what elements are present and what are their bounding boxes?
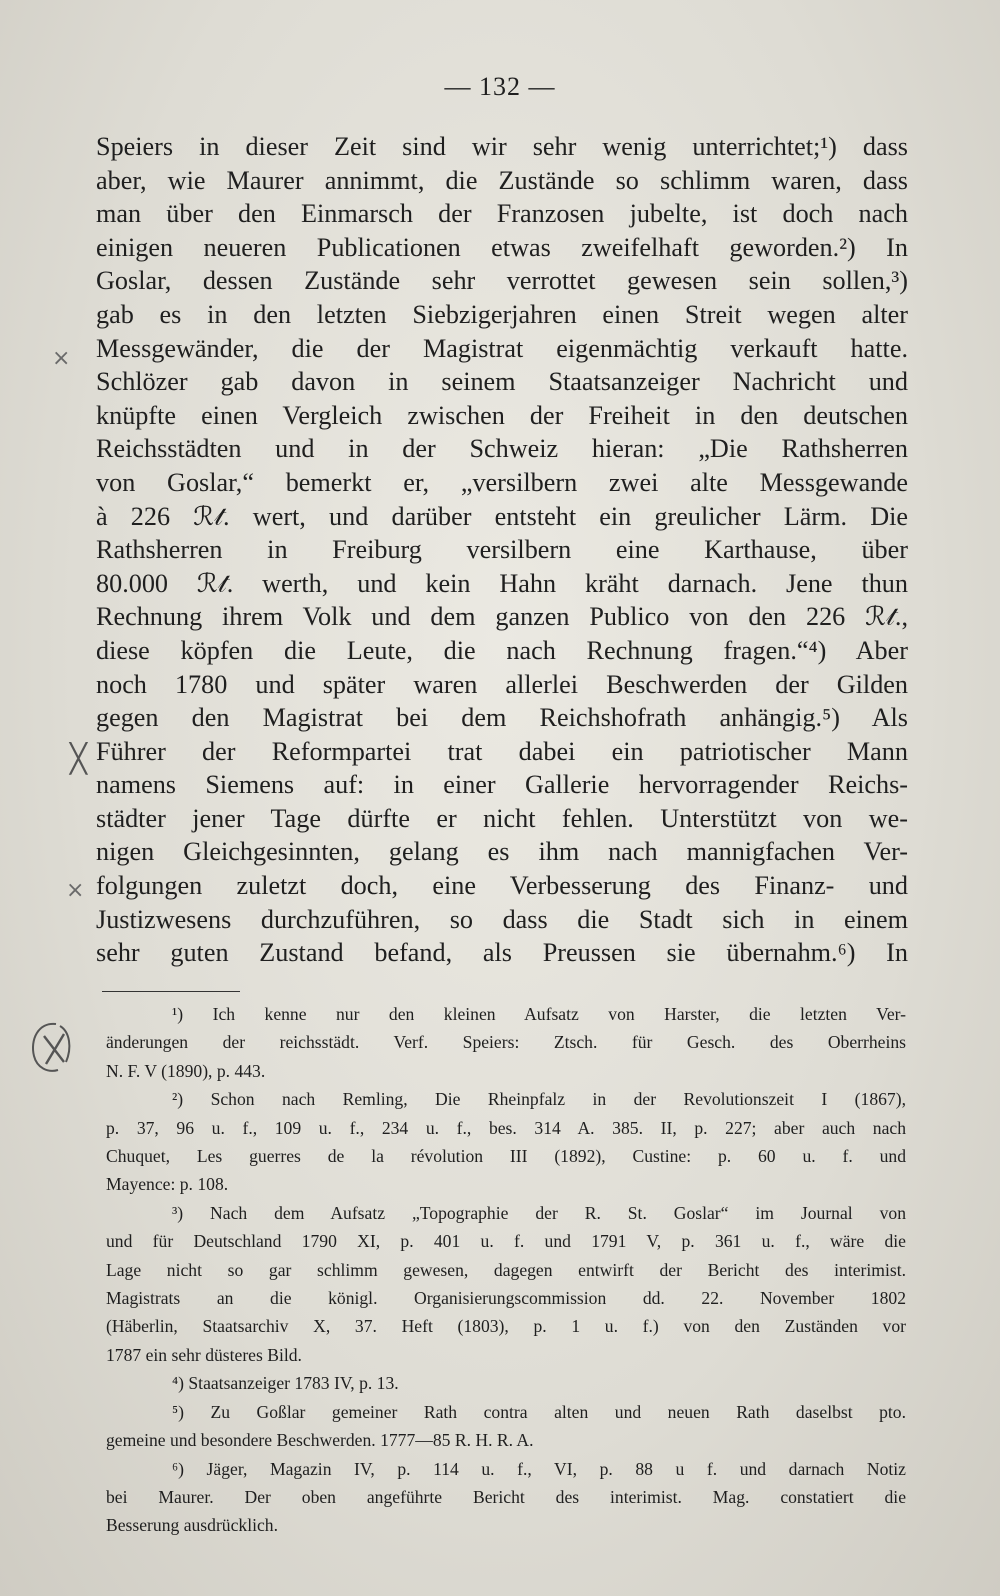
text-line: Messgewänder, die der Magistrat eigenmächtig verkauft hatte. [96,333,908,363]
footnote-line: Chuquet, Les guerres de la révolution III (1892), Custine: p. 60 u. f. und [106,1146,906,1167]
footnote-line: Magistrats an die königl. Organisierungscommission dd. 22. November 1802 [106,1288,906,1309]
footnote-line: und für Deutschland 1790 XI, p. 401 u. f. und 1791 V, p. 361 u. f., wäre die [106,1231,906,1252]
footnotes [106,1000,906,1540]
margin-cross-mark: × [66,878,85,903]
text-line: städter jener Tage dürfte er nicht fehlen. Unterstützt von we- [96,803,908,833]
text-line: folgungen zuletzt doch, eine Verbesserung des Finanz- und [96,871,908,901]
footnote-line: N. F. V (1890), p. 443. [106,1060,266,1081]
text-line: diese köpfen die Leute, die nach Rechnung fragen.“⁴) Aber [96,635,908,665]
text-line: gegen den Magistrat bei dem Reichshofrath anhängig.⁵) Als [96,703,908,733]
footnote-line: ⁶) Jäger, Magazin IV, p. 114 u. f., VI, p. 88 u f. und darnach Notiz [172,1458,906,1479]
footnote-line: 1787 ein sehr düsteres Bild. [106,1344,302,1365]
text-line: à 226 ℛ𝓉. wert, und darüber entsteht ein greulicher Lärm. Die [96,501,908,531]
margin-cross-mark: × [52,346,71,371]
text-line: von Goslar,“ bemerkt er, „versilbern zwei alte Messgewande [96,467,908,497]
text-line: Schlözer gab davon in seinem Staatsanzeiger Nachricht und [96,367,908,397]
footnote-line: Mayence: p. 108. [106,1174,229,1195]
text-line: Goslar, dessen Zustände sehr verrottet gewesen sein sollen,³) [96,266,908,296]
footnote-line: ⁵) Zu Goßlar gemeiner Rath contra alten und neuen Rath daselbst pto. [172,1401,906,1422]
margin-cross-mark: ╳ [70,742,87,775]
text-line: Justizwesens durchzuführen, so dass die Stadt sich in einem [96,904,908,934]
text-line: gab es in den letzten Siebzigerjahren einen Streit wegen alter [96,299,908,329]
text-line: noch 1780 und später waren allerlei Beschwerden der Gilden [96,669,908,699]
footnote-line: gemeine und besondere Beschwerden. 1777—85 R. H. R. A. [106,1430,534,1451]
text-line: Reichsstädten und in der Schweiz hieran: „Die Rathsherren [96,434,908,464]
footnote-line: bei Maurer. Der oben angeführte Bericht des interimist. Mag. constatiert die [106,1486,906,1507]
footnote-line: ³) Nach dem Aufsatz „Topographie der R. St. Goslar“ im Journal von [172,1202,906,1223]
footnote-line: änderungen der reichsstädt. Verf. Speiers: Ztsch. für Gesch. des Oberrheins [106,1032,906,1053]
text-line: aber, wie Maurer annimmt, die Zustände so schlimm waren, dass [96,165,908,195]
footnote-line: p. 37, 96 u. f., 109 u. f., 234 u. f., bes. 314 A. 385. II, p. 227; aber auch nach [106,1117,906,1138]
text-line: sehr guten Zustand befand, als Preussen sie übernahm.⁶) In [96,938,908,968]
text-line: namens Siemens auf: in einer Gallerie hervorragender Reichs- [96,770,908,800]
text-line: Speiers in dieser Zeit sind wir sehr wenig unterrichtet;¹) dass [96,132,908,161]
page-number: — 132 — [444,72,556,101]
main-text [96,130,908,970]
text-line: Rechnung ihrem Volk und dem ganzen Publico von den 226 ℛ𝓉., [96,602,908,632]
footnote-line: (Häberlin, Staatsarchiv X, 37. Heft (1803), p. 1 u. f.) von den Zuständen vor [106,1316,906,1337]
text-line: knüpfte einen Vergleich zwischen der Freiheit in den deutschen [96,400,908,430]
footnote-line: Lage nicht so gar schlimm gewesen, dagegen entwirft der Bericht des interimist. [106,1259,906,1280]
text-line: Führer der Reformpartei trat dabei ein patriotischer Mann [96,736,908,766]
footnote-line: ¹) Ich kenne nur den kleinen Aufsatz von Harster, die letzten Ver- [172,1004,906,1024]
text-line: Rathsherren in Freiburg versilbern eine Karthause, über [96,535,908,565]
text-line: man über den Einmarsch der Franzosen jubelte, ist doch nach [96,199,908,229]
footnote-line: ⁴) Staatsanzeiger 1783 IV, p. 13. [172,1373,399,1394]
margin-circled-x-annotation [26,1018,78,1076]
text-line: einigen neueren Publicationen etwas zweifelhaft geworden.²) In [96,232,908,262]
footnote-rule [102,991,240,992]
text-line: 80.000 ℛ𝓉. werth, und kein Hahn kräht darnach. Jene thun [96,568,908,598]
footnote-line: ²) Schon nach Remling, Die Rheinpfalz in der Revolutionszeit I (1867), [172,1089,906,1110]
footnote-line: Besserung ausdrücklich. [106,1515,278,1536]
text-line: nigen Gleichgesinnten, gelang es ihm nach mannigfachen Ver- [96,837,908,867]
